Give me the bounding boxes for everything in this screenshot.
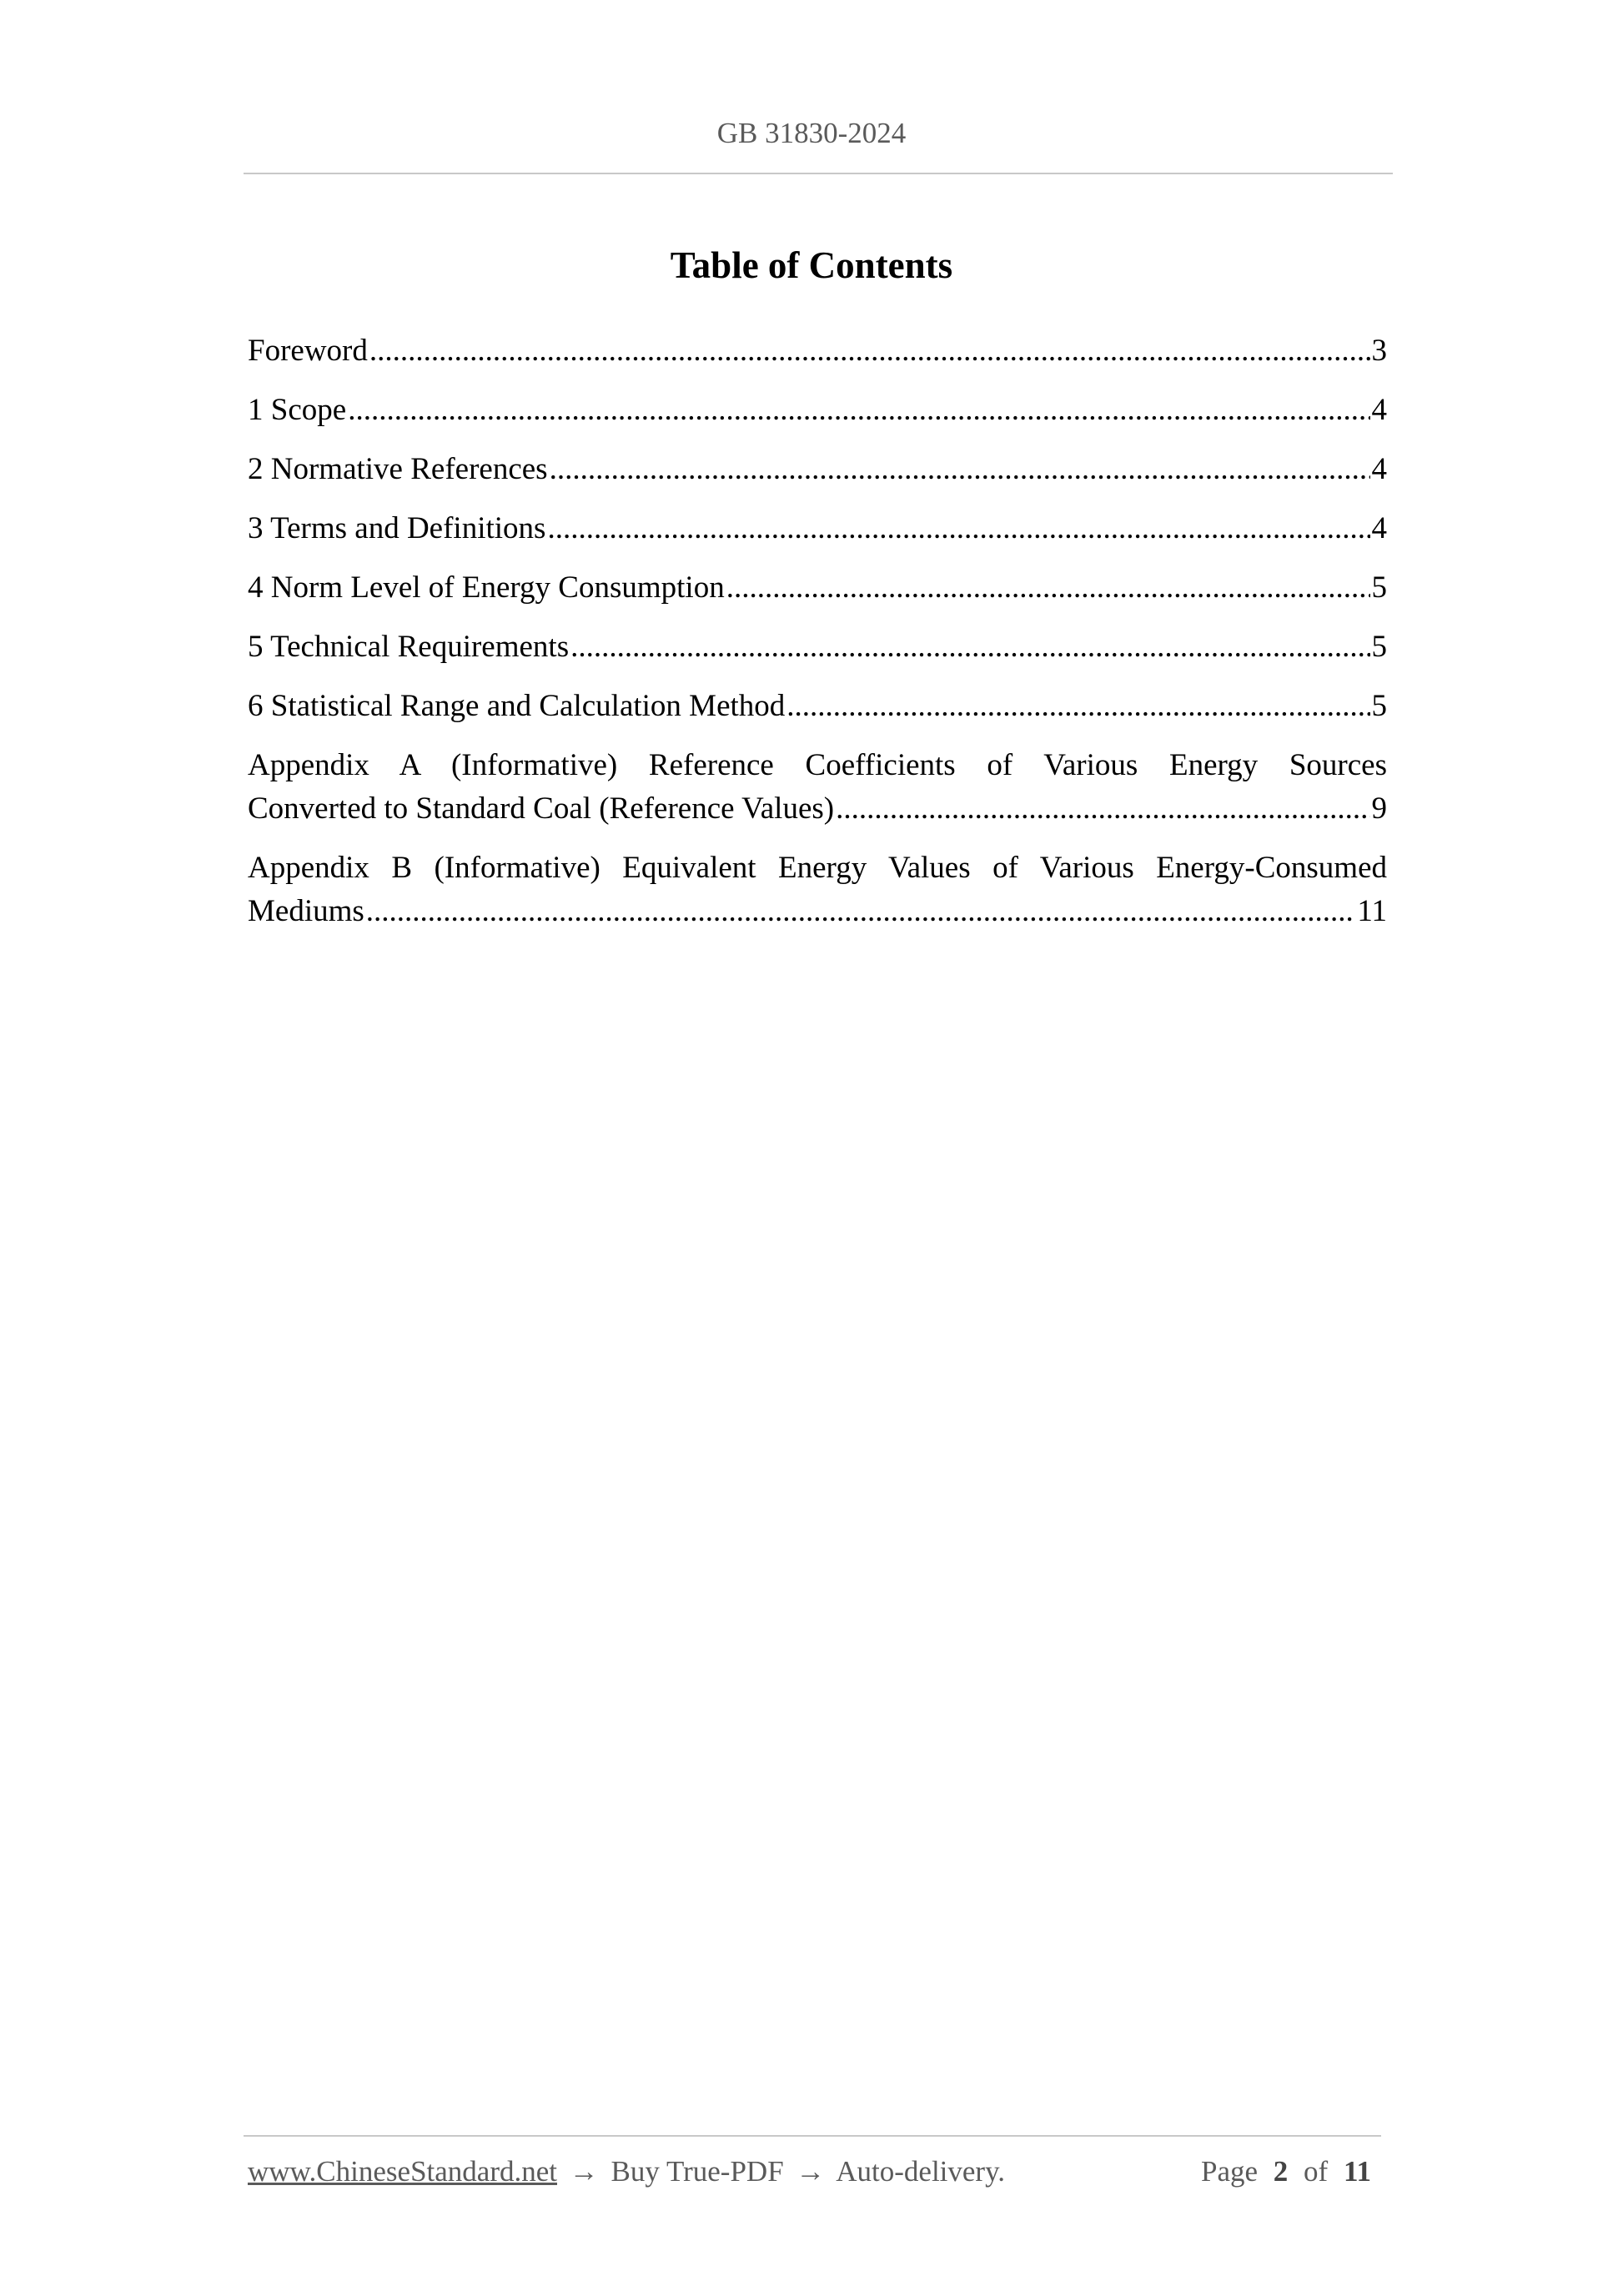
dot-leader xyxy=(550,448,1370,491)
page-indicator xyxy=(1201,2155,1379,2188)
toc-entry-label: 3 Terms and Definitions xyxy=(248,511,546,545)
toc-entry-norm-level[interactable] xyxy=(248,566,1387,610)
dot-leader xyxy=(836,787,1369,831)
toc-entry-page: 5 xyxy=(1371,630,1387,664)
document-id-header: GB 31830-2024 xyxy=(716,117,907,149)
dot-leader xyxy=(726,566,1370,610)
toc-entry-label: 4 Norm Level of Energy Consumption xyxy=(248,570,725,605)
right-arrow-icon: → xyxy=(569,2155,599,2188)
toc-entry-terms-and-definitions[interactable] xyxy=(248,507,1387,550)
buy-true-pdf-text: Buy True-PDF xyxy=(611,2155,784,2188)
dot-leader xyxy=(570,625,1369,669)
page-of-label: of xyxy=(1304,2155,1329,2188)
toc-entry-normative-references[interactable] xyxy=(248,448,1387,491)
toc-entry-label-line2: Mediums xyxy=(248,894,364,928)
dot-leader xyxy=(348,389,1369,432)
dot-leader xyxy=(366,890,1356,933)
toc-entry-label-line1: Appendix B (Informative) Equivalent Energy Values of Various Energy-Consumed xyxy=(248,851,1387,885)
toc-entry-page: 3 xyxy=(1371,334,1387,368)
total-page-number: 11 xyxy=(1343,2155,1372,2188)
toc-entry-label: 1 Scope xyxy=(248,393,347,427)
toc-entry-technical-requirements[interactable] xyxy=(248,625,1387,669)
toc-entry-statistical-range[interactable] xyxy=(248,685,1387,728)
toc-entry-page: 9 xyxy=(1371,791,1387,826)
toc-entry-foreword[interactable] xyxy=(248,329,1387,373)
toc-entry-label-line2: Converted to Standard Coal (Reference Values) xyxy=(248,791,835,826)
toc-entry-label: Foreword xyxy=(248,334,368,368)
footer-divider xyxy=(244,2135,1381,2137)
table-of-contents xyxy=(248,329,1387,949)
toc-entry-scope[interactable] xyxy=(248,389,1387,432)
toc-entry-page: 5 xyxy=(1371,570,1387,605)
dot-leader xyxy=(547,507,1369,550)
toc-entry-page: 4 xyxy=(1371,511,1387,545)
current-page-number: 2 xyxy=(1273,2155,1289,2188)
toc-entry-page: 4 xyxy=(1371,452,1387,486)
auto-delivery-text: Auto-delivery. xyxy=(836,2155,1006,2188)
toc-entry-page: 4 xyxy=(1371,393,1387,427)
dot-leader xyxy=(369,329,1370,373)
toc-entry-label: 2 Normative References xyxy=(248,452,548,486)
footer-promo xyxy=(248,2155,1005,2188)
toc-title: Table of Contents xyxy=(670,244,953,286)
toc-entry-label-line1: Appendix A (Informative) Reference Coefficients of Various Energy Sources xyxy=(248,748,1387,782)
toc-entry-label: 5 Technical Requirements xyxy=(248,630,570,664)
website-link[interactable]: www.ChineseStandard.net xyxy=(248,2155,557,2188)
right-arrow-icon: → xyxy=(796,2155,826,2188)
toc-entry-label: 6 Statistical Range and Calculation Method xyxy=(248,689,786,723)
dot-leader xyxy=(786,685,1369,728)
toc-entry-page: 5 xyxy=(1371,689,1387,723)
toc-entry-page: 11 xyxy=(1357,894,1387,928)
toc-entry-appendix-a[interactable] xyxy=(248,744,1387,831)
header-divider xyxy=(244,173,1393,174)
toc-entry-appendix-b[interactable] xyxy=(248,847,1387,933)
page-label: Page xyxy=(1201,2155,1259,2188)
